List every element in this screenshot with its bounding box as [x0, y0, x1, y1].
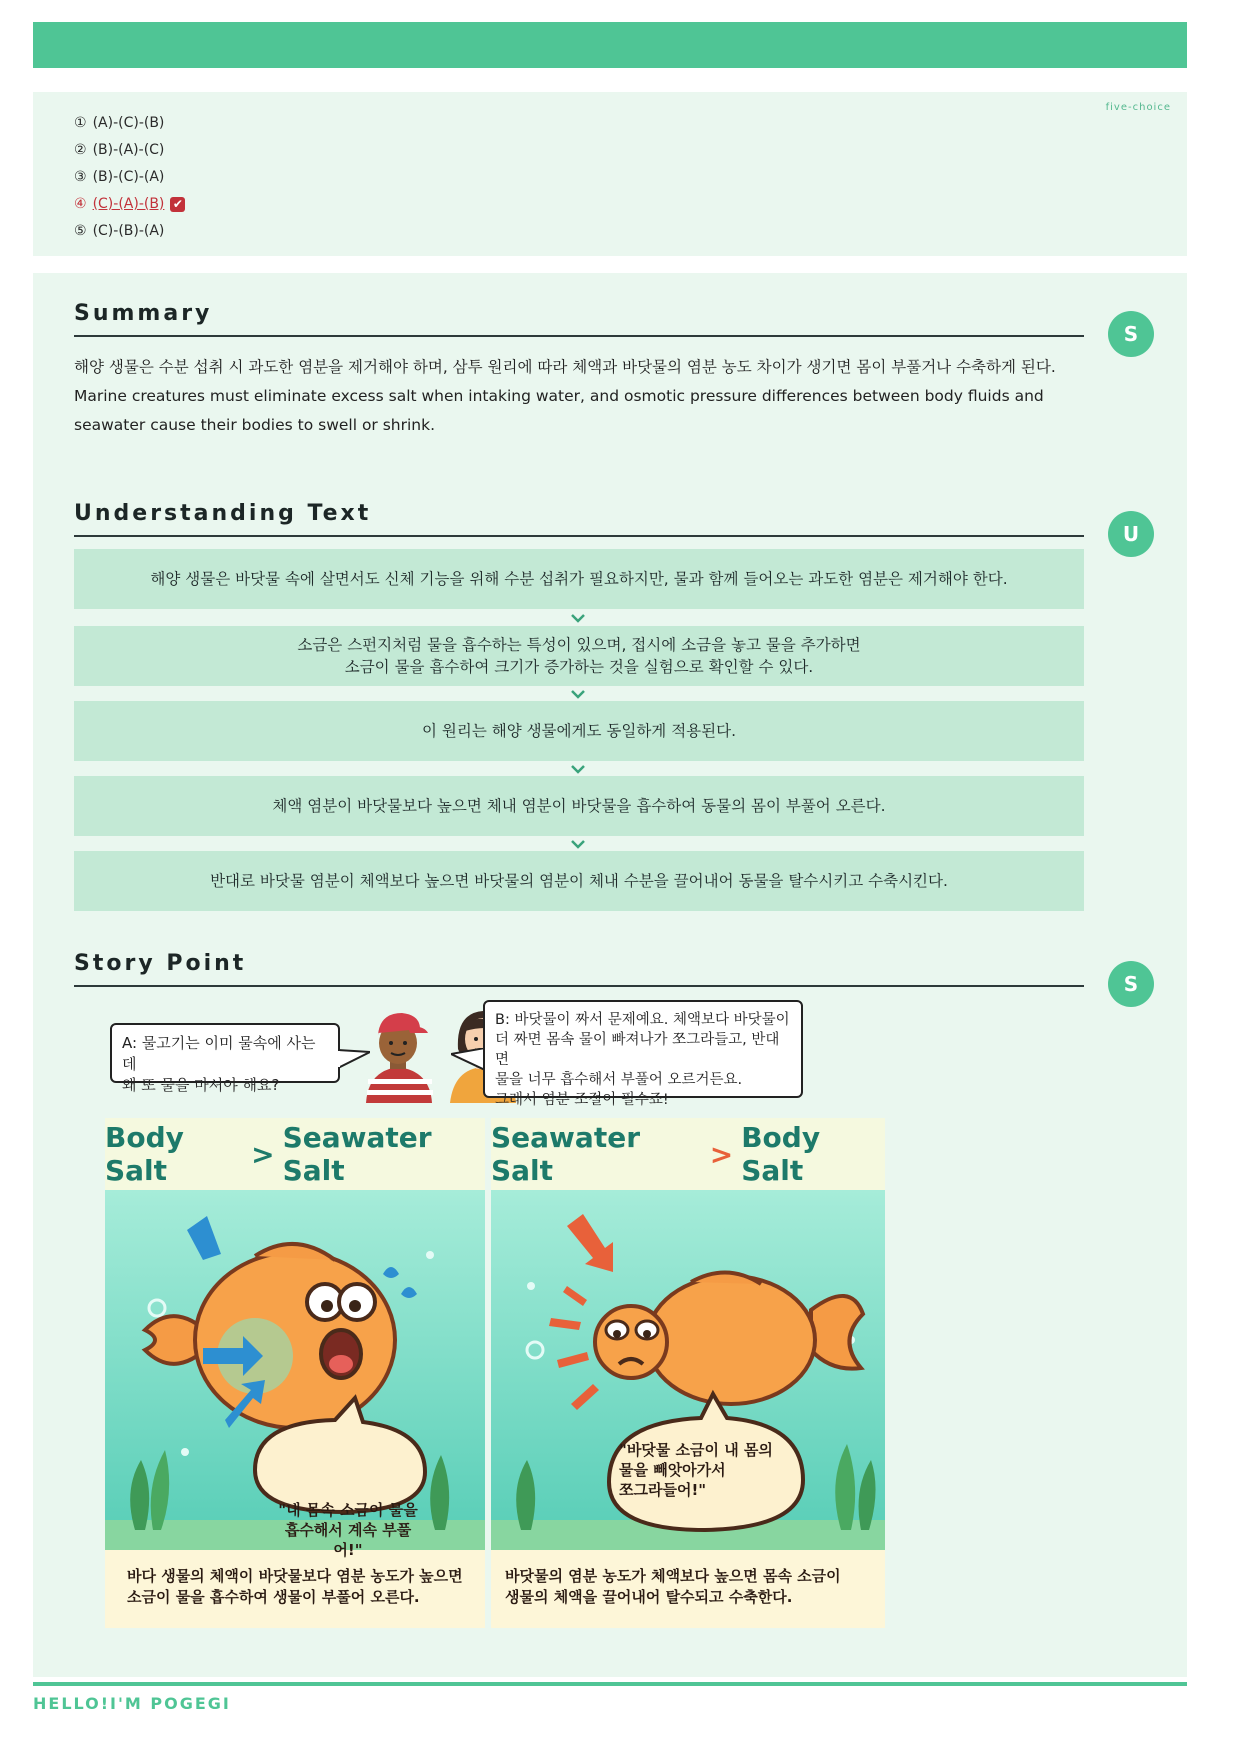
chevron-down-icon [570, 689, 586, 699]
choice-label: (B)-(C)-(A) [92, 169, 165, 185]
question-type-tag: five-choice [1105, 102, 1171, 113]
chevron-down-icon [570, 764, 586, 774]
panel-seawater-salt-higher [491, 1118, 885, 1628]
header-bar [33, 22, 1187, 68]
understanding-divider [74, 535, 1084, 537]
choice-label: (B)-(A)-(C) [92, 142, 165, 158]
chevron-down-icon [570, 839, 586, 849]
fish-speech-right: "바닷물 소금이 내 몸의 물을 빼앗아가서 쪼그라들어!" [619, 1441, 773, 1499]
heading-part-b: Body Salt [741, 1121, 821, 1187]
choice-4-correct[interactable] [74, 191, 185, 218]
speech-bubble-b: B: 바닷물이 짜서 문제예요. 체액보다 바닷물이 더 짜면 몸속 물이 빠져나가 쪼그라들고, 반대면 물을 너무 흡수해서 부풀어 오르거든요. 그래서 염분 조절이 필수죠! [483, 1000, 803, 1098]
choice-number: ④ [74, 196, 87, 212]
checkmark-icon: ✔ [170, 197, 185, 212]
choice-2[interactable] [74, 137, 185, 164]
understanding-badge: U [1108, 511, 1154, 557]
choice-label: (C)-(A)-(B) [92, 196, 165, 212]
choice-3[interactable] [74, 164, 185, 191]
choice-list [74, 110, 185, 245]
story-divider [74, 985, 1084, 987]
flow-step-2: 소금은 스펀지처럼 물을 흡수하는 특성이 있으며, 접시에 소금을 놓고 물을 추가하면 소금이 물을 흡수하여 크기가 증가하는 것을 실험으로 확인할 수 있다. [74, 626, 1084, 686]
flow-step-1: 해양 생물은 바닷물 속에 살면서도 신체 기능을 위해 수분 섭취가 필요하지만, 물과 함께 들어오는 과도한 염분은 제거해야 한다. [74, 549, 1084, 609]
swollen-fish-scene [105, 1190, 485, 1550]
footer-brand: HELLO!I'M POGEGI [33, 1694, 231, 1713]
understanding-title: Understanding Text [74, 501, 372, 526]
choice-1[interactable] [74, 110, 185, 137]
answer-choices [33, 92, 1187, 256]
choice-number: ① [74, 115, 87, 131]
choice-label: (A)-(C)-(B) [92, 115, 165, 131]
content-panel [33, 273, 1187, 1677]
choice-5[interactable] [74, 218, 185, 245]
story-badge: S [1108, 961, 1154, 1007]
choice-number: ② [74, 142, 87, 158]
fish-speech-left: "내 몸속 소금이 물을 흡수해서 계속 부풀어!" [278, 1501, 418, 1559]
chevron-down-icon [570, 613, 586, 623]
panel-heading [491, 1118, 885, 1190]
footer-divider [33, 1682, 1187, 1686]
choice-number: ③ [74, 169, 87, 185]
speech-bubble-a: A: 물고기는 이미 물속에 사는데 왜 또 물을 마셔야 해요? [110, 1023, 340, 1083]
heading-part-a: Body Salt [105, 1121, 184, 1187]
summary-body [74, 353, 1084, 440]
flow-step-5: 반대로 바닷물 염분이 체액보다 높으면 바닷물의 염분이 체내 수분을 끌어내어 동물을 탈수시키고 수축시킨다. [74, 851, 1084, 911]
panel-body-salt-higher [105, 1118, 485, 1628]
boy-character-icon [366, 1013, 433, 1103]
greater-than-symbol: > [709, 1137, 734, 1171]
summary-badge: S [1108, 311, 1154, 357]
panel-heading [105, 1118, 485, 1190]
summary-korean: 해양 생물은 수분 섭취 시 과도한 염분을 제거해야 하며, 삼투 원리에 따라 체액과 바닷물의 염분 농도 차이가 생기면 몸이 부풀거나 수축하게 된다. [74, 358, 1056, 376]
summary-english: Marine creatures must eliminate excess salt when intaking water, and osmotic pressure differences between body fluids and seawater cause their bodies to swell or shrink. [74, 387, 1044, 434]
comparison-illustration [105, 1118, 885, 1628]
flow-step-4: 체액 염분이 바닷물보다 높으면 체내 염분이 바닷물을 흡수하여 동물의 몸이 부풀어 오른다. [74, 776, 1084, 836]
heading-part-b: Seawater Salt [282, 1121, 432, 1187]
bubble-tail-icon [451, 1048, 485, 1074]
story-title: Story Point [74, 951, 247, 976]
choice-label: (C)-(B)-(A) [92, 223, 165, 239]
heading-part-a: Seawater Salt [491, 1121, 640, 1187]
flow-step-3: 이 원리는 해양 생물에게도 동일하게 적용된다. [74, 701, 1084, 761]
greater-than-symbol: > [251, 1137, 275, 1171]
choice-number: ⑤ [74, 223, 87, 239]
caption-right: 바닷물의 염분 농도가 체액보다 높으면 몸속 소금이 생물의 체액을 끌어내어 탈수되고 수축한다. [505, 1567, 841, 1606]
summary-divider [74, 335, 1084, 337]
summary-title: Summary [74, 301, 213, 326]
caption-left: 바다 생물의 체액이 바닷물보다 염분 농도가 높으면 소금이 물을 흡수하여 생물이 부풀어 오른다. [127, 1567, 463, 1606]
